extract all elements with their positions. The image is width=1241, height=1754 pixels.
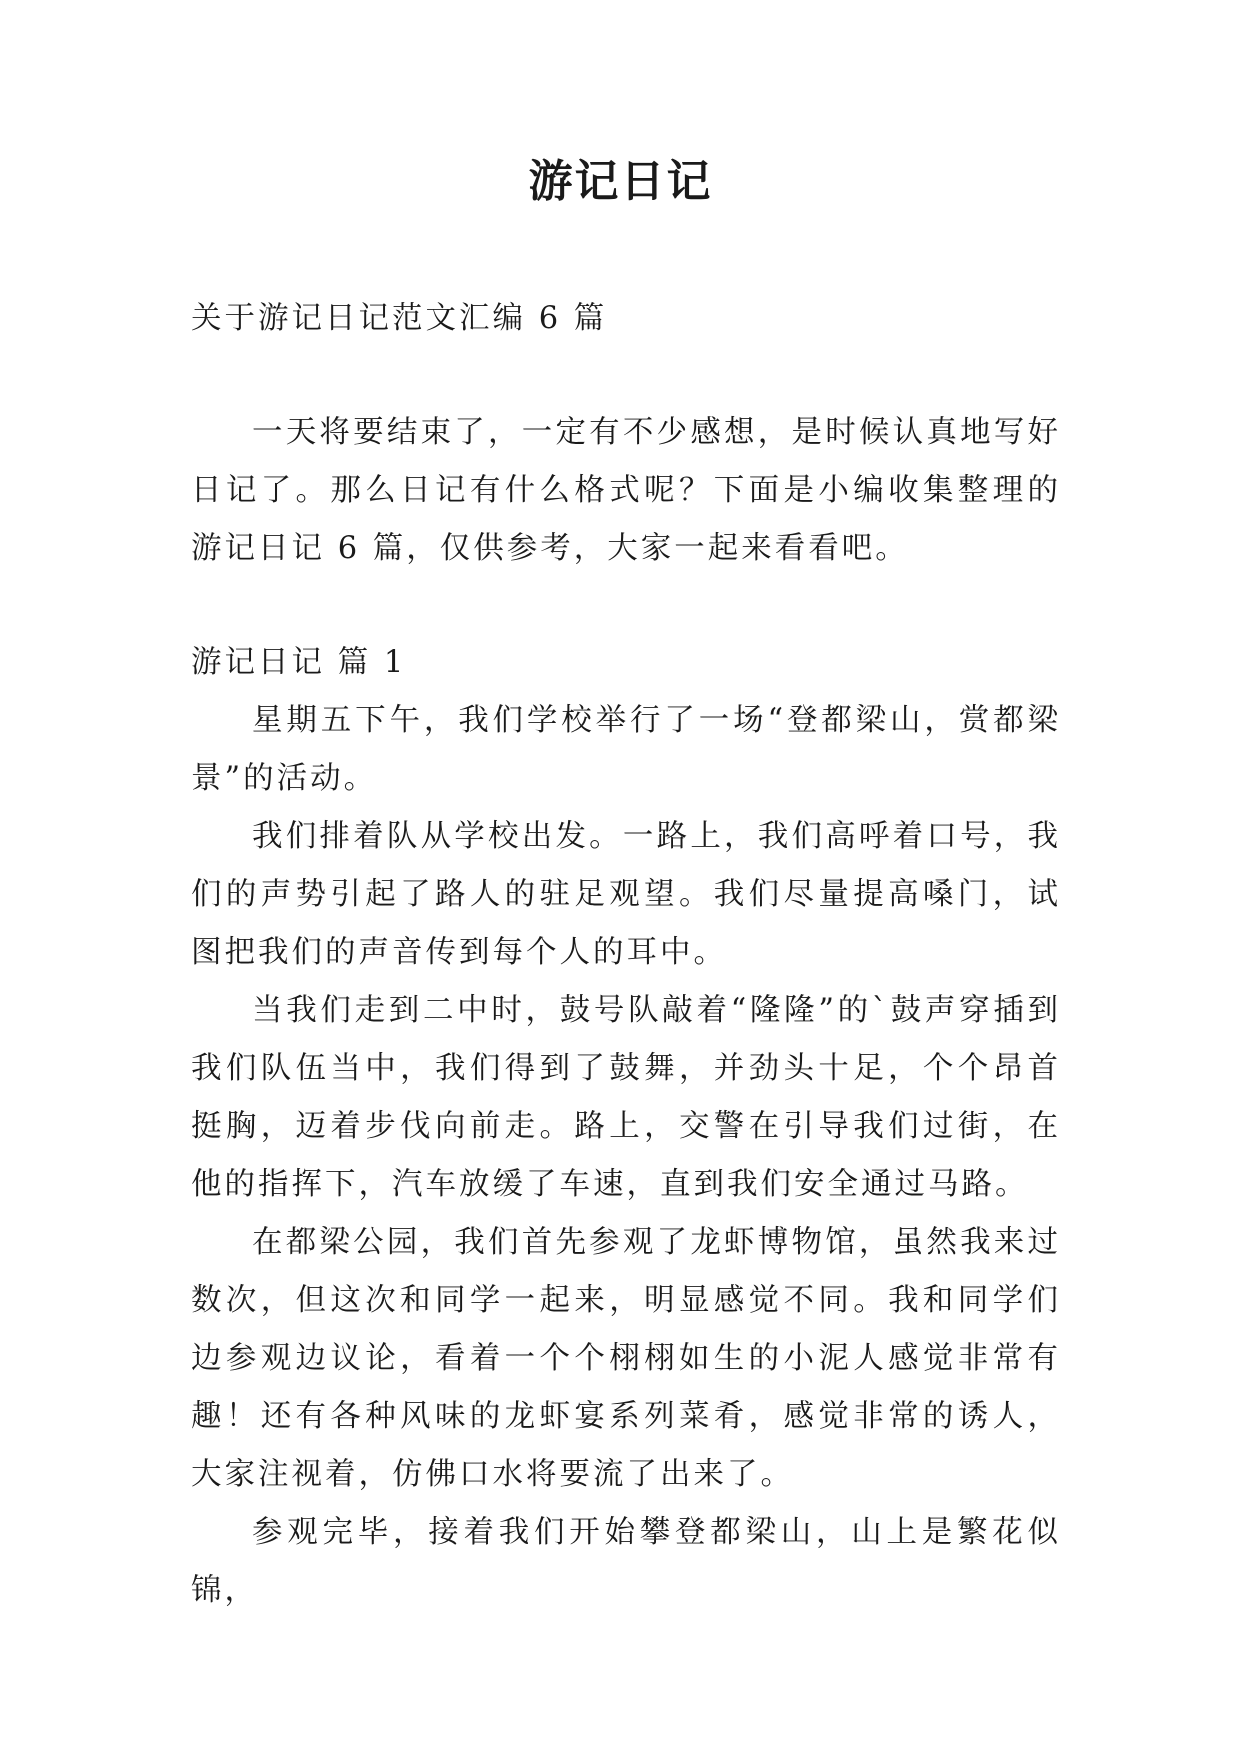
intro-paragraph: 一天将要结束了，一定有不少感想，是时候认真地写好日记了。那么日记有什么格式呢？下面是小编收集整理的游记日记 6 篇，仅供参考，大家一起来看看吧。 [191, 415, 1061, 566]
section-heading: 游记日记 篇 1 [191, 645, 407, 680]
document-body [191, 290, 1061, 1620]
document-subtitle: 关于游记日记范文汇编 6 篇 [191, 301, 608, 336]
document-title: 游记日记 [528, 156, 713, 207]
body-paragraph: 星期五下午，我们学校举行了一场“登都梁山，赏都梁景”的活动。 [191, 703, 1061, 796]
body-paragraph: 在都梁公园，我们首先参观了龙虾博物馆，虽然我来过数次，但这次和同学一起来，明显感觉不同。我和同学们边参观边议论，看着一个个栩栩如生的小泥人感觉非常有趣！还有各种风味的龙虾宴系列菜肴，感觉非常的诱人，大家注视着，仿佛口水将要流了出来了。 [191, 1225, 1061, 1492]
body-paragraph: 我们排着队从学校出发。一路上，我们高呼着口号，我们的声势引起了路人的驻足观望。我们尽量提高嗓门，试图把我们的声音传到每个人的耳中。 [191, 819, 1061, 970]
body-paragraph: 当我们走到二中时，鼓号队敲着“隆隆”的`鼓声穿插到我们队伍当中，我们得到了鼓舞，并劲头十足，个个昂首挺胸，迈着步伐向前走。路上，交警在引导我们过街，在他的指挥下，汽车放缓了车速，直到我们安全通过马路。 [191, 993, 1061, 1202]
body-paragraph: 参观完毕，接着我们开始攀登都梁山，山上是繁花似锦， [191, 1515, 1061, 1608]
